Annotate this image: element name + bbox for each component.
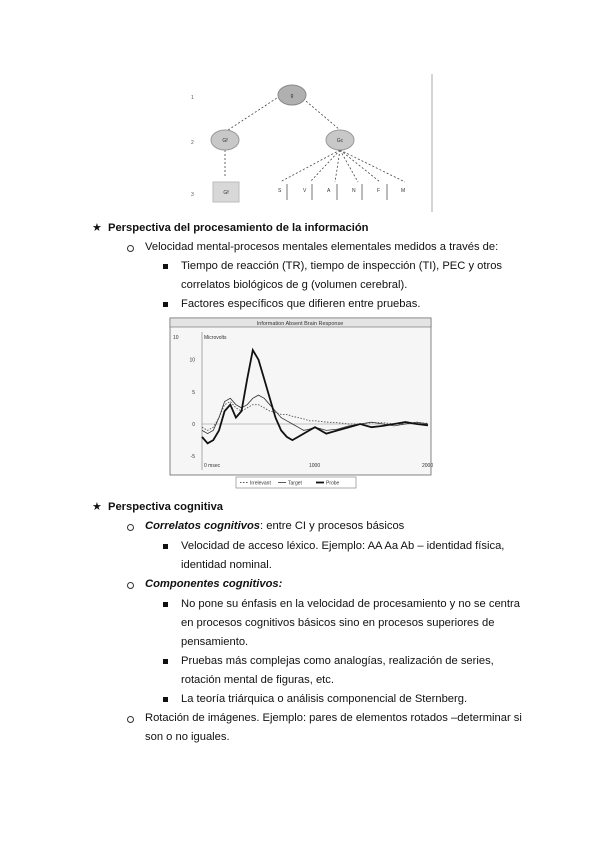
leaf: M: [401, 188, 406, 194]
legend-label: Probe: [326, 480, 340, 487]
level-3: 3: [191, 192, 194, 198]
section1-item2-line1: Factores específicos que difieren entre pruebas.: [181, 298, 421, 310]
chart-ylabel: Microvolts: [204, 335, 227, 341]
circle-bullet-icon: [127, 716, 134, 723]
leaf: F: [377, 188, 381, 194]
level-2: 2: [191, 140, 194, 146]
circle-bullet-icon: [127, 582, 134, 589]
node-right-mid-label: Gc: [336, 138, 344, 144]
x-tick-label: 0 msec: [204, 463, 221, 469]
leaf: N: [352, 188, 356, 194]
componentes-item1-line2: en procesos cognitivos básicos sino en procesos superiores de: [181, 617, 495, 629]
x-tick-label: 1000: [309, 463, 321, 469]
section1-heading: Perspectiva del procesamiento de la información: [108, 222, 369, 234]
leaves: [278, 188, 405, 194]
correlatos-label: Correlatos cognitivos: [145, 520, 261, 532]
circle-bullet-icon: [127, 524, 134, 531]
star-bullet-icon: ★: [92, 501, 102, 513]
chart-ytop-label: 10: [173, 335, 179, 341]
y-tick-label: 0: [192, 422, 195, 428]
chart-title: Information Absent Brain Response: [256, 321, 344, 327]
node-top-label: g: [290, 93, 294, 99]
hierarchy-diagram: [180, 72, 440, 214]
erp-chart: [168, 314, 434, 490]
leaf: A: [327, 188, 331, 194]
square-bullet-icon: [163, 544, 168, 549]
section2-heading: Perspectiva cognitiva: [108, 501, 224, 513]
star-bullet-icon: ★: [92, 222, 102, 234]
y-tick-label: 10: [189, 357, 195, 364]
componentes-label: Componentes cognitivos:: [145, 578, 283, 590]
rotacion-line1: Rotación de imágenes. Ejemplo: pares de elementos rotados –determinar si: [145, 712, 522, 724]
correlatos-item-line1: Velocidad de acceso léxico. Ejemplo: AA Aa Ab – identidad física,: [181, 540, 505, 552]
y-tick-label: -5: [190, 454, 195, 461]
square-bullet-icon: [163, 264, 168, 269]
node-left-bottom-label: Gf: [223, 190, 229, 196]
componentes-item2-line1: Pruebas más complejas como analogías, realización de series,: [181, 655, 494, 667]
node-left-mid-label: Gf: [222, 138, 228, 144]
legend-label: Irrelevant: [250, 480, 271, 487]
correlatos-item-line2: identidad nominal.: [181, 559, 272, 571]
level-1: 1: [191, 95, 194, 101]
section1-item1-line2: correlatos biológicos de g (volumen cerebral).: [181, 279, 408, 291]
legend-label: Target: [288, 480, 302, 487]
rotacion-line2: son o no iguales.: [145, 731, 230, 743]
square-bullet-icon: [163, 659, 168, 664]
square-bullet-icon: [163, 602, 168, 607]
section1-item1-line1: Tiempo de reacción (TR), tiempo de inspección (TI), PEC y otros: [181, 260, 503, 272]
leaf: S: [278, 188, 282, 194]
circle-bullet-icon: [127, 245, 134, 252]
y-tick-label: 5: [192, 389, 195, 396]
correlatos-rest: : entre CI y procesos básicos: [260, 520, 405, 532]
x-tick-label: 2000: [422, 463, 434, 469]
componentes-item2-line2: rotación mental de figuras, etc.: [181, 674, 334, 686]
componentes-item1-line1: No pone su énfasis en la velocidad de procesamiento y no se centra: [181, 598, 520, 610]
section1-sub: Velocidad mental-procesos mentales elementales medidos a través de:: [145, 241, 499, 253]
leaf: V: [303, 188, 307, 194]
componentes-item1-line3: pensamiento.: [181, 636, 249, 648]
correlatos-line: [145, 517, 404, 536]
componentes-item3-line1: La teoría triárquica o análisis componencial de Sternberg.: [181, 693, 468, 705]
square-bullet-icon: [163, 697, 168, 702]
square-bullet-icon: [163, 302, 168, 307]
